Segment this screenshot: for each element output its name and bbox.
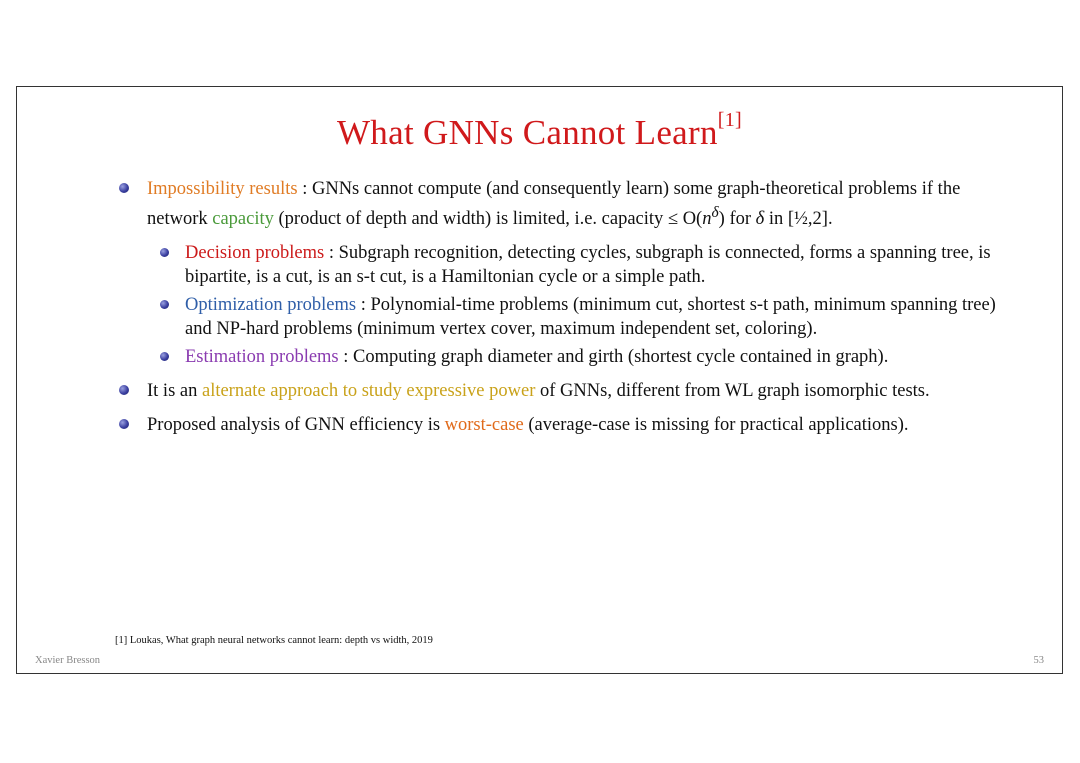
bullet-icon <box>119 183 129 193</box>
bullet-icon <box>119 385 129 395</box>
label-capacity: capacity <box>212 209 274 230</box>
author-name: Xavier Bresson <box>35 655 101 666</box>
bullet-alternate-approach: It is an alternate approach to study expressive power of GNNs, different from WL graph isomorphic tests. <box>117 379 1017 403</box>
footnote: [1] Loukas, What graph neural networks cannot learn: depth vs width, 2019 <box>115 635 433 646</box>
bullet-worst-case: Proposed analysis of GNN efficiency is worst-case (average-case is missing for practical applications). <box>117 413 1017 437</box>
subbullet-decision: Decision problems : Subgraph recognition, detecting cycles, subgraph is connected, forms a spanning tree, is bipartite, is a cut, is an s-t cut, is a Hamiltonian cycle or a simple path. <box>157 241 1017 289</box>
slide-title: What GNNs Cannot Learn[1] <box>336 109 743 152</box>
bullet-impossibility: Impossibility results : GNNs cannot compute (and consequently learn) some graph-theoretical problems if the network capacity (product of depth and width) is limited, i.e. capacity ≤ $O(n^\delta)$ for δ in [½,2]. <box>117 177 1017 231</box>
slide-content <box>117 177 1017 441</box>
bullet-icon <box>160 352 169 361</box>
bullet-icon <box>160 248 169 257</box>
page-number: 53 <box>1033 655 1044 666</box>
label-alternate-approach: alternate approach to study expressive power <box>201 381 536 402</box>
label-optimization-problems: Optimization problems <box>185 295 357 316</box>
label-impossibility-results: Impossibility results <box>147 179 298 199</box>
bullet-icon <box>160 300 169 309</box>
label-decision-problems: Decision problems <box>185 243 325 264</box>
title-reference: [1] <box>717 109 743 131</box>
slide-frame <box>16 86 1063 674</box>
subbullet-optimization: Optimization problems : Polynomial-time problems (minimum cut, shortest s-t path, minimum spanning tree) and NP-hard problems (minimum vertex cover, maximum independent set, coloring). <box>157 293 1017 341</box>
subbullet-estimation: Estimation problems : Computing graph diameter and girth (shortest cycle contained in graph). <box>157 345 1017 369</box>
bullet-icon <box>119 419 129 429</box>
label-estimation-problems: Estimation problems <box>185 347 339 368</box>
label-worst-case: worst-case <box>444 415 524 436</box>
